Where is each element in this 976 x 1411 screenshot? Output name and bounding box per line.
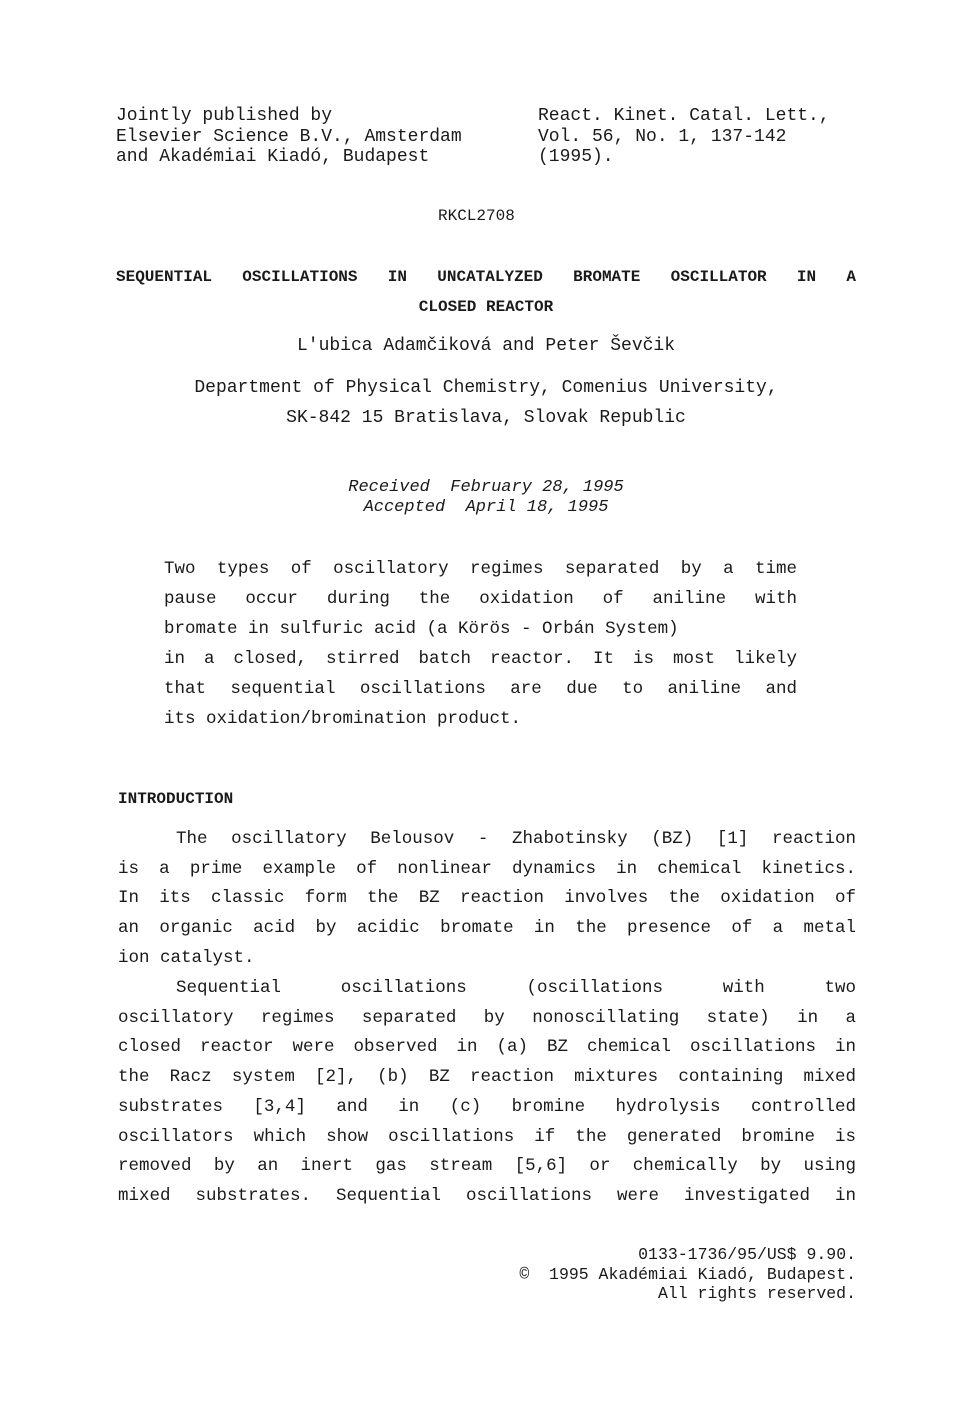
body-line: Sequential oscillations (oscillations with two — [176, 978, 856, 998]
publisher-block — [116, 106, 516, 168]
body-line: removed by an inert gas stream [5,6] or chemically by using — [118, 1156, 856, 1177]
affiliation — [116, 373, 856, 433]
publisher-line: and Akadémiai Kiadó, Budapest — [116, 147, 430, 167]
journal-citation-block — [538, 106, 868, 168]
introduction-paragraph-1 — [118, 825, 856, 974]
accepted-date: Accepted April 18, 1995 — [363, 498, 609, 517]
body-line: The oscillatory Belousov - Zhabotinsky (BZ) [1] reaction — [176, 829, 856, 849]
abstract-line: in a closed, stirred batch reactor. It is most likely — [164, 649, 797, 669]
authors: L'ubica Adamčiková and Peter Ševčik — [296, 336, 676, 356]
title-line: CLOSED REACTOR — [418, 298, 554, 316]
introduction-paragraph-2 — [118, 974, 856, 1212]
body-line: In its classic form the BZ reaction involves the oxidation of — [118, 888, 856, 909]
paper-title — [116, 262, 856, 322]
abstract-line: bromate in sulfuric acid (a Körös - Orbán System) — [164, 619, 679, 639]
body-line: substrates [3,4] and in (c) bromine hydrolysis controlled — [118, 1096, 856, 1117]
copyright-footer — [400, 1245, 856, 1304]
journal-line: Vol. 56, No. 1, 137-142 — [538, 126, 787, 147]
footer-line: All rights reserved. — [657, 1284, 856, 1303]
publisher-line: Jointly published by — [116, 106, 333, 126]
section-heading-introduction: INTRODUCTION — [118, 790, 234, 808]
affiliation-line: SK-842 15 Bratislava, Slovak Republic — [286, 408, 686, 428]
footer-line: 0133-1736/95/US$ 9.90. — [638, 1245, 856, 1264]
journal-line: (1995). — [538, 147, 614, 167]
abstract-line: Two types of oscillatory regimes separated by a time — [164, 559, 797, 579]
journal-line: React. Kinet. Catal. Lett., — [538, 106, 830, 126]
body-line: oscillatory regimes separated by nonoscillating state) in a — [118, 1007, 856, 1028]
body-line: is a prime example of nonlinear dynamics in chemical kinetics. — [118, 858, 856, 879]
abstract-line: its oxidation/bromination product. — [164, 709, 522, 729]
affiliation-line: Department of Physical Chemistry, Comenius University, — [194, 378, 778, 398]
body-line: ion catalyst. — [118, 947, 255, 968]
body-line: oscillators which show oscillations if the generated bromine is — [118, 1126, 856, 1147]
body-line: closed reactor were observed in (a) BZ chemical oscillations in — [118, 1037, 856, 1058]
footer-line: © 1995 Akadémiai Kiadó, Budapest. — [519, 1264, 856, 1284]
body-line: mixed substrates. Sequential oscillations were investigated in — [118, 1185, 856, 1206]
paper-code: RKCL2708 — [438, 207, 515, 225]
title-line: SEQUENTIAL OSCILLATIONS IN UNCATALYZED BROMATE OSCILLATOR IN A — [116, 268, 856, 286]
received-date: Received February 28, 1995 — [348, 478, 624, 497]
body-line: an organic acid by acidic bromate in the presence of a metal — [118, 918, 856, 939]
abstract-line: that sequential oscillations are due to aniline and — [164, 679, 797, 699]
abstract — [164, 554, 797, 734]
publisher-line: Elsevier Science B.V., Amsterdam — [116, 126, 462, 147]
body-line: the Racz system [2], (b) BZ reaction mixtures containing mixed — [118, 1067, 856, 1088]
received-accepted-dates — [116, 478, 856, 518]
abstract-line: pause occur during the oxidation of aniline with — [164, 589, 797, 609]
